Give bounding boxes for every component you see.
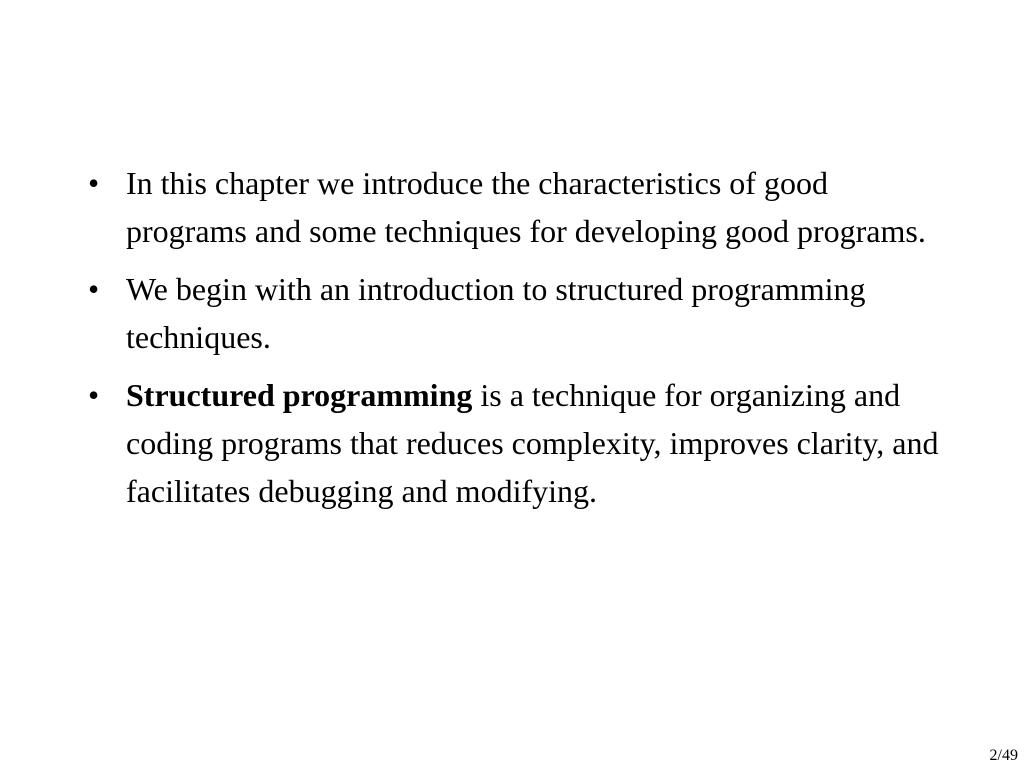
bullet-body: We begin with an introduction to structured programming techniques. — [126, 271, 866, 355]
bullet-item-3 — [84, 371, 944, 515]
bullet-text — [126, 371, 944, 515]
bullet-item-2 — [84, 265, 944, 361]
bullet-text — [126, 265, 944, 361]
page-number: 2/49 — [989, 747, 1018, 764]
bullet-bold-lead: Structured programming — [126, 377, 473, 413]
bullet-body: is a technique for organizing and coding programs that reduces complexity, improves clarity, and facilitates debugging and modifying. — [126, 377, 939, 509]
bullet-marker: • — [88, 377, 100, 413]
bullet-marker: • — [88, 165, 100, 201]
bullet-marker: • — [88, 271, 100, 307]
bullet-list — [84, 159, 944, 525]
bullet-body: In this chapter we introduce the characteristics of good programs and some techniques for developing good programs. — [126, 165, 926, 249]
bullet-item-1 — [84, 159, 944, 255]
bullet-text — [126, 159, 944, 255]
